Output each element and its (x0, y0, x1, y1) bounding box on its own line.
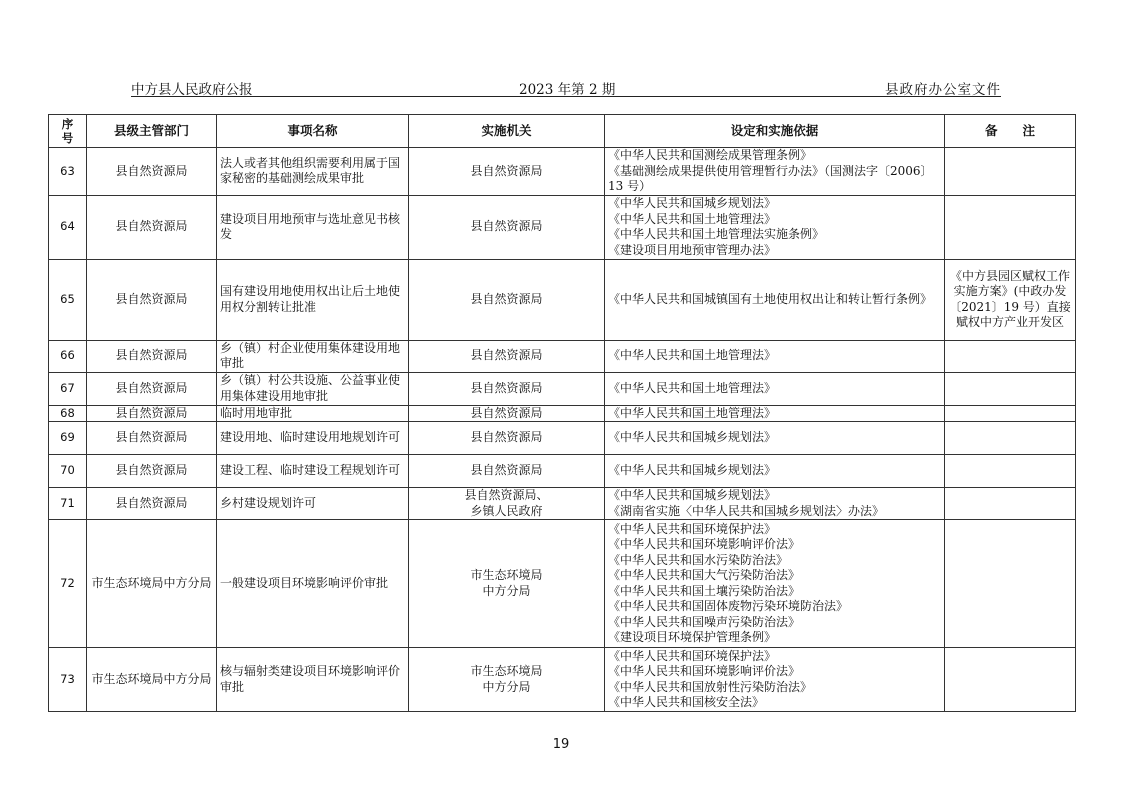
legal-basis-cell (605, 195, 945, 259)
agency-line: 市生态环境局 (470, 568, 543, 582)
legal-basis-cell (605, 148, 945, 196)
legal-basis-line: 《中华人民共和国固体废物污染环境防治法》 (608, 599, 849, 613)
notes-cell (945, 405, 1076, 422)
item-name-cell: 建设工程、临时建设工程规划许可 (217, 455, 409, 488)
legal-basis-line: 《中华人民共和国大气污染防治法》 (608, 568, 801, 582)
table-row (49, 259, 1076, 340)
agency-cell (409, 195, 605, 259)
legal-basis-cell (605, 422, 945, 455)
agency-line: 中方分局 (482, 583, 531, 598)
agency-line: 县自然资源局 (470, 348, 543, 363)
table-row (49, 405, 1076, 422)
legal-basis-cell (605, 405, 945, 422)
legal-basis-line: 《中华人民共和国测绘成果管理条例》 (608, 148, 813, 162)
legal-basis-line: 《中华人民共和国土壤污染防治法》 (608, 583, 801, 598)
table-row (49, 148, 1076, 196)
agency-line: 县自然资源局 (470, 219, 543, 234)
item-name-cell: 乡（镇）村企业使用集体建设用地审批 (217, 340, 409, 372)
table-row (49, 520, 1076, 648)
agency-cell (409, 488, 605, 520)
legal-basis-line: 《中华人民共和国城乡规划法》 (608, 196, 777, 210)
row-number: 63 (49, 148, 87, 196)
legal-basis-line: 《中华人民共和国噪声污染防治法》 (608, 614, 801, 629)
agency-line: 县自然资源局 (470, 163, 543, 178)
agency-line: 县自然资源局、 (464, 488, 549, 502)
department-cell: 县自然资源局 (87, 195, 217, 259)
agency-cell (409, 455, 605, 488)
table-row (49, 455, 1076, 488)
notes-cell (945, 520, 1076, 648)
agency-line: 县自然资源局 (470, 380, 543, 395)
department-cell: 县自然资源局 (87, 340, 217, 372)
notes-cell (945, 148, 1076, 196)
table-row (49, 422, 1076, 455)
table-row (49, 340, 1076, 372)
legal-basis-line: 《中华人民共和国城乡规划法》 (608, 463, 777, 478)
agency-line: 中方分局 (482, 679, 531, 694)
legal-basis-cell (605, 372, 945, 405)
department-cell: 县自然资源局 (87, 422, 217, 455)
legal-basis-line: 《中华人民共和国土地管理法》 (608, 405, 777, 420)
legal-basis-cell (605, 488, 945, 520)
agency-line: 县自然资源局 (470, 430, 543, 445)
approval-items-table (48, 114, 1076, 712)
item-name-cell: 核与辐射类建设项目环境影响评价审批 (217, 648, 409, 712)
issue-number: 2023 年第 2 期 (519, 82, 616, 98)
agency-cell (409, 259, 605, 340)
department-cell: 县自然资源局 (87, 259, 217, 340)
table-row (49, 195, 1076, 259)
legal-basis-line: 《中华人民共和国城乡规划法》 (608, 430, 777, 445)
agency-cell (409, 520, 605, 648)
legal-basis-line: 《中华人民共和国土地管理法》 (608, 348, 777, 363)
legal-basis-line: 《湖南省实施〈中华人民共和国城乡规划法〉办法》 (608, 503, 885, 518)
page-number: 19 (552, 737, 570, 752)
item-name-cell: 建设用地、临时建设用地规划许可 (217, 422, 409, 455)
column-header-item-name: 事项名称 (217, 115, 409, 148)
table-row (49, 488, 1076, 520)
legal-basis-line: 《中华人民共和国土地管理法》 (608, 211, 777, 226)
agency-line: 市生态环境局 (470, 664, 543, 678)
department-cell: 县自然资源局 (87, 488, 217, 520)
item-name-cell: 乡（镇）村公共设施、公益事业使用集体建设用地审批 (217, 372, 409, 405)
row-number: 69 (49, 422, 87, 455)
notes-cell (945, 340, 1076, 372)
document-category: 县政府办公室文件 (885, 82, 1001, 98)
page-header (131, 78, 1001, 97)
row-number: 68 (49, 405, 87, 422)
row-number: 65 (49, 259, 87, 340)
legal-basis-line: 《中华人民共和国城镇国有土地使用权出让和转让暂行条例》 (608, 291, 933, 306)
item-name-cell: 临时用地审批 (217, 405, 409, 422)
agency-cell (409, 372, 605, 405)
agency-cell (409, 405, 605, 422)
column-header-no: 序号 (49, 115, 87, 148)
legal-basis-cell (605, 340, 945, 372)
notes-cell: 《中方县园区赋权工作实施方案》(中政办发〔2021〕19 号）直接赋权中方产业开发区 (945, 259, 1076, 340)
item-name-cell: 建设项目用地预审与选址意见书核发 (217, 195, 409, 259)
row-number: 64 (49, 195, 87, 259)
legal-basis-line: 《中华人民共和国城乡规划法》 (608, 488, 777, 502)
department-cell: 县自然资源局 (87, 405, 217, 422)
row-number: 71 (49, 488, 87, 520)
bulletin-title: 中方县人民政府公报 (131, 82, 253, 98)
agency-cell (409, 648, 605, 712)
legal-basis-cell (605, 259, 945, 340)
item-name-cell: 一般建设项目环境影响评价审批 (217, 520, 409, 648)
legal-basis-line: 《建设项目环境保护管理条例》 (608, 630, 777, 644)
legal-basis-line: 《中华人民共和国环境影响评价法》 (608, 537, 801, 551)
legal-basis-line: 《中华人民共和国核安全法》 (608, 695, 765, 709)
item-name-cell: 乡村建设规划许可 (217, 488, 409, 520)
notes-cell (945, 488, 1076, 520)
legal-basis-line: 《中华人民共和国环境保护法》 (608, 648, 777, 663)
legal-basis-line: 《中华人民共和国放射性污染防治法》 (608, 679, 813, 694)
agency-line: 县自然资源局 (470, 291, 543, 306)
agency-line: 县自然资源局 (470, 405, 543, 420)
agency-cell (409, 148, 605, 196)
table-row (49, 648, 1076, 712)
agency-cell (409, 340, 605, 372)
department-cell: 市生态环境局中方分局 (87, 648, 217, 712)
department-cell: 县自然资源局 (87, 455, 217, 488)
column-header-department: 县级主管部门 (87, 115, 217, 148)
row-number: 66 (49, 340, 87, 372)
column-header-agency: 实施机关 (409, 115, 605, 148)
legal-basis-line: 《中华人民共和国水污染防治法》 (608, 552, 789, 567)
row-number: 67 (49, 372, 87, 405)
row-number: 72 (49, 520, 87, 648)
legal-basis-line: 《中华人民共和国土地管理法》 (608, 380, 777, 395)
notes-cell (945, 372, 1076, 405)
legal-basis-cell (605, 455, 945, 488)
row-number: 73 (49, 648, 87, 712)
table-row (49, 372, 1076, 405)
table-header-row (49, 115, 1076, 148)
notes-cell (945, 455, 1076, 488)
agency-cell (409, 422, 605, 455)
legal-basis-cell (605, 520, 945, 648)
department-cell: 县自然资源局 (87, 148, 217, 196)
legal-basis-cell (605, 648, 945, 712)
legal-basis-line: 《中华人民共和国环境影响评价法》 (608, 664, 801, 678)
notes-cell (945, 422, 1076, 455)
legal-basis-line: 《建设项目用地预审管理办法》 (608, 242, 777, 257)
column-header-basis: 设定和实施依据 (605, 115, 945, 148)
item-name-cell: 法人或者其他组织需要利用属于国家秘密的基础测绘成果审批 (217, 148, 409, 196)
legal-basis-line: 《中华人民共和国土地管理法实施条例》 (608, 227, 825, 241)
notes-cell (945, 648, 1076, 712)
notes-cell (945, 195, 1076, 259)
agency-line: 乡镇人民政府 (470, 503, 543, 518)
column-header-notes: 备 注 (945, 115, 1076, 148)
legal-basis-line: 《中华人民共和国环境保护法》 (608, 521, 777, 536)
department-cell: 市生态环境局中方分局 (87, 520, 217, 648)
agency-line: 县自然资源局 (470, 463, 543, 478)
legal-basis-line: 《基础测绘成果提供使用管理暂行办法》（国测法字〔2006〕13 号） (608, 163, 933, 193)
row-number: 70 (49, 455, 87, 488)
department-cell: 县自然资源局 (87, 372, 217, 405)
item-name-cell: 国有建设用地使用权出让后土地使用权分割转让批准 (217, 259, 409, 340)
